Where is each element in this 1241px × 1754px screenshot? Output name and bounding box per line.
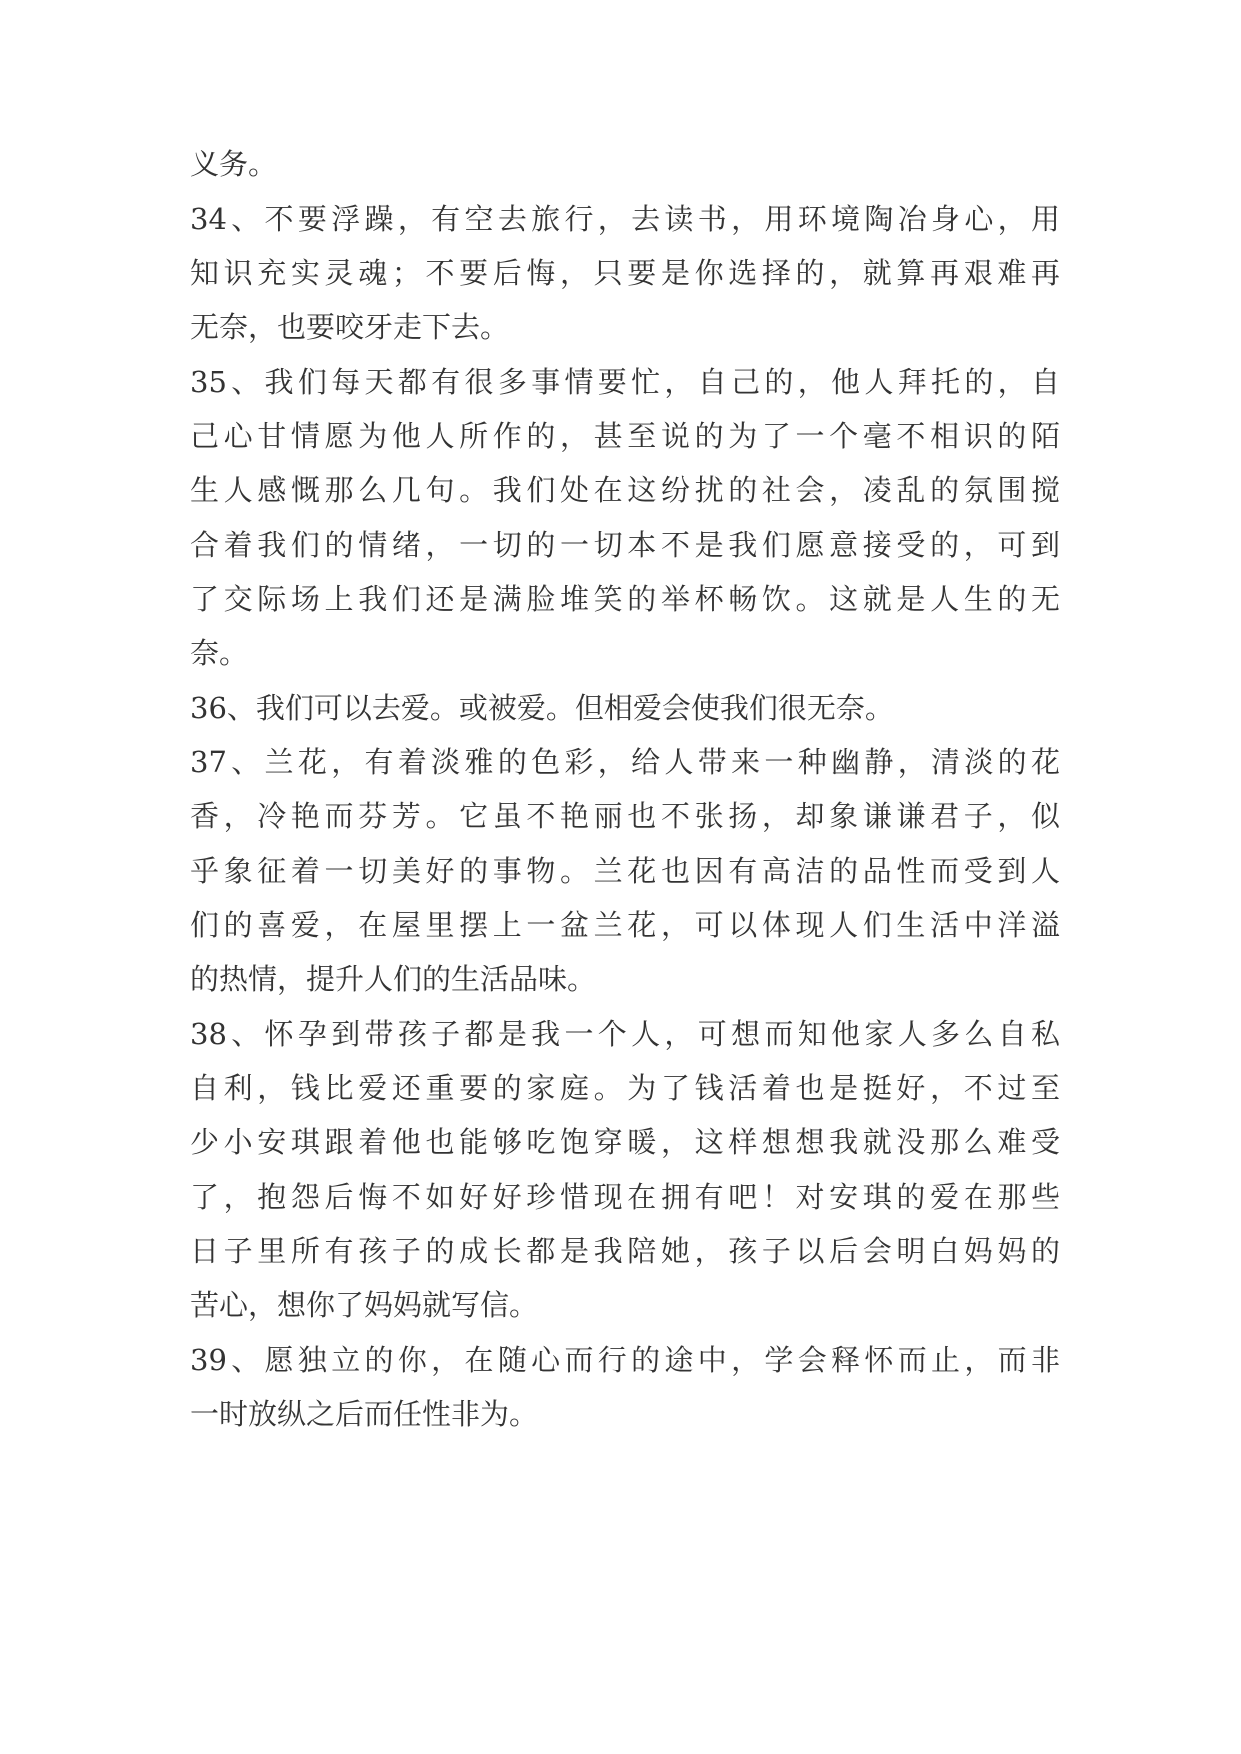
text-line: 35、我们每天都有很多事情要忙，自己的，他人拜托的，自 [190,365,1060,399]
text-line: 一时放纵之后而任性非为。 [190,1397,539,1431]
text-line: 39、愿独立的你，在随心而行的途中，学会释怀而止，而非 [190,1343,1060,1377]
text-line: 37、兰花，有着淡雅的色彩，给人带来一种幽静，清淡的花 [190,745,1060,779]
text-line: 了交际场上我们还是满脸堆笑的举杯畅饮。这就是人生的无 [190,582,1060,616]
text-line: 香，冷艳而芬芳。它虽不艳丽也不张扬，却象谦谦君子，似 [190,799,1060,833]
text-line: 少小安琪跟着他也能够吃饱穿暖，这样想想我就没那么难受 [190,1125,1060,1159]
text-line: 的热情，提升人们的生活品味。 [190,962,597,996]
text-line: 苦心，想你了妈妈就写信。 [190,1288,539,1322]
text-line: 己心甘情愿为他人所作的，甚至说的为了一个毫不相识的陌 [190,419,1060,453]
text-line: 无奈，也要咬牙走下去。 [190,310,510,344]
text-line: 们的喜爱，在屋里摆上一盆兰花，可以体现人们生活中洋溢 [190,908,1060,942]
text-line: 34、不要浮躁，有空去旅行，去读书，用环境陶冶身心，用 [190,202,1060,236]
text-line: 知识充实灵魂；不要后悔，只要是你选择的，就算再艰难再 [190,256,1060,290]
text-line: 义务。 [190,147,278,181]
text-line: 奈。 [190,636,249,670]
text-line: 38、怀孕到带孩子都是我一个人，可想而知他家人多么自私 [190,1017,1060,1051]
text-line: 36、我们可以去爱。或被爱。但相爱会使我们很无奈。 [190,691,894,725]
text-line: 乎象征着一切美好的事物。兰花也因有高洁的品性而受到人 [190,854,1060,888]
text-line: 自利，钱比爱还重要的家庭。为了钱活着也是挺好，不过至 [190,1071,1060,1105]
text-line: 合着我们的情绪，一切的一切本不是我们愿意接受的，可到 [190,528,1060,562]
text-line: 日子里所有孩子的成长都是我陪她，孩子以后会明白妈妈的 [190,1234,1060,1268]
text-line: 生人感慨那么几句。我们处在这纷扰的社会，凌乱的氛围搅 [190,473,1060,507]
text-line: 了，抱怨后悔不如好好珍惜现在拥有吧！对安琪的爱在那些 [190,1180,1060,1214]
